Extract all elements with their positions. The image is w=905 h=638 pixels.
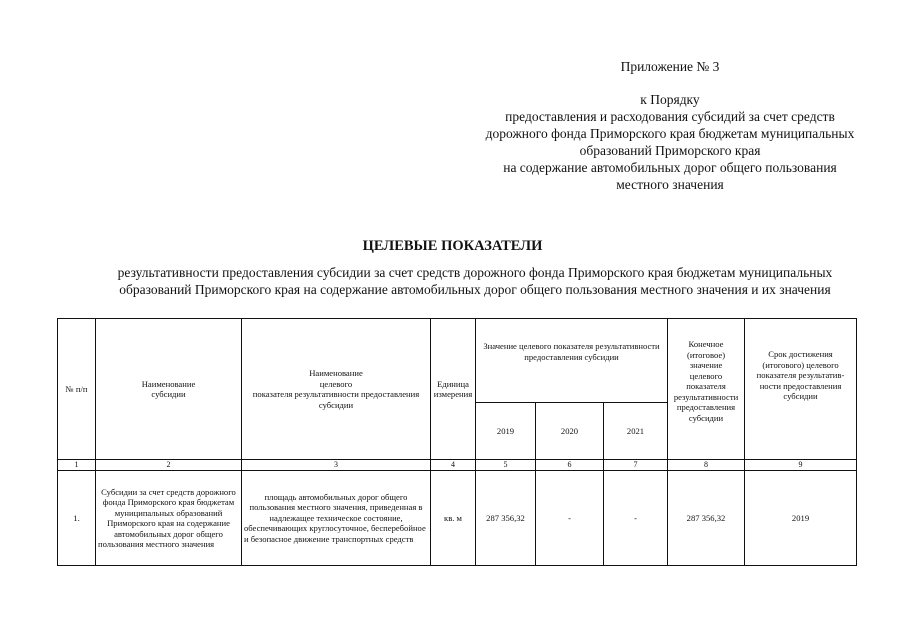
document-subtitle	[60, 264, 890, 298]
row-value-2021: -	[604, 471, 668, 566]
column-numbers-row	[58, 460, 857, 471]
header-unit: Единица измерения	[431, 319, 476, 460]
appendix-line: на содержание автомобильных дорог общего пользования	[503, 160, 837, 175]
row-value-2020: -	[536, 471, 604, 566]
appendix-line: предоставления и расходования субсидий за счет средств	[505, 109, 835, 124]
appendix-line: местного значения	[616, 177, 724, 192]
row-value-2019: 287 356,32	[476, 471, 536, 566]
column-number: 8	[668, 460, 745, 471]
appendix-line: дорожного фонда Приморского края бюджетам муниципальных	[485, 126, 855, 141]
column-number: 1	[58, 460, 96, 471]
header-year-2020: 2020	[536, 403, 604, 460]
appendix-line: к Порядку	[640, 92, 700, 107]
header-row	[58, 319, 857, 403]
column-number: 5	[476, 460, 536, 471]
header-deadline: Срок достижения (итогового) целевого показателя результатив- ности предоставления субсидии	[745, 319, 857, 460]
row-num: 1.	[58, 471, 96, 566]
row-indicator-name: площадь автомобильных дорог общего пользования местного значения, приведенная в надлежащее техническое состояние, обеспечивающих круглосуточное, бесперебойное и безопасное движение транспортных средств	[242, 471, 431, 566]
subtitle-line: образований Приморского края на содержание автомобильных дорог общего пользования местного значения и их значения	[119, 282, 831, 297]
header-value-group: Значение целевого показателя результативности предоставления субсидии	[476, 319, 668, 403]
appendix-block	[480, 58, 860, 193]
header-num: № п/п	[58, 319, 96, 460]
column-number: 3	[242, 460, 431, 471]
column-number: 7	[604, 460, 668, 471]
column-number: 9	[745, 460, 857, 471]
table-row	[58, 471, 857, 566]
document-title: ЦЕЛЕВЫЕ ПОКАЗАТЕЛИ	[362, 238, 543, 254]
appendix-number: Приложение № 3	[620, 59, 720, 74]
column-number: 2	[96, 460, 242, 471]
header-year-2021: 2021	[604, 403, 668, 460]
column-number: 6	[536, 460, 604, 471]
header-year-2019: 2019	[476, 403, 536, 460]
header-subsidy-name: Наименование субсидии	[96, 319, 242, 460]
row-unit: кв. м	[431, 471, 476, 566]
appendix-line: образований Приморского края	[579, 143, 761, 158]
row-final-value: 287 356,32	[668, 471, 745, 566]
indicators-table	[57, 318, 857, 566]
column-number: 4	[431, 460, 476, 471]
header-final-value: Конечное (итоговое) значение целевого показателя результативности предоставления субсидии	[668, 319, 745, 460]
subtitle-line: результативности предоставления субсидии за счет средств дорожного фонда Приморского края бюджетам муниципальных	[117, 265, 833, 280]
row-subsidy-name: Субсидии за счет средств дорожного фонда Приморского края бюджетам муниципальных образований Приморского края на содержание автомобильных дорог общего пользования местного значения	[96, 471, 242, 566]
row-deadline: 2019	[745, 471, 857, 566]
header-indicator-name: Наименование целевого показателя результативности предоставления субсидии	[242, 319, 431, 460]
